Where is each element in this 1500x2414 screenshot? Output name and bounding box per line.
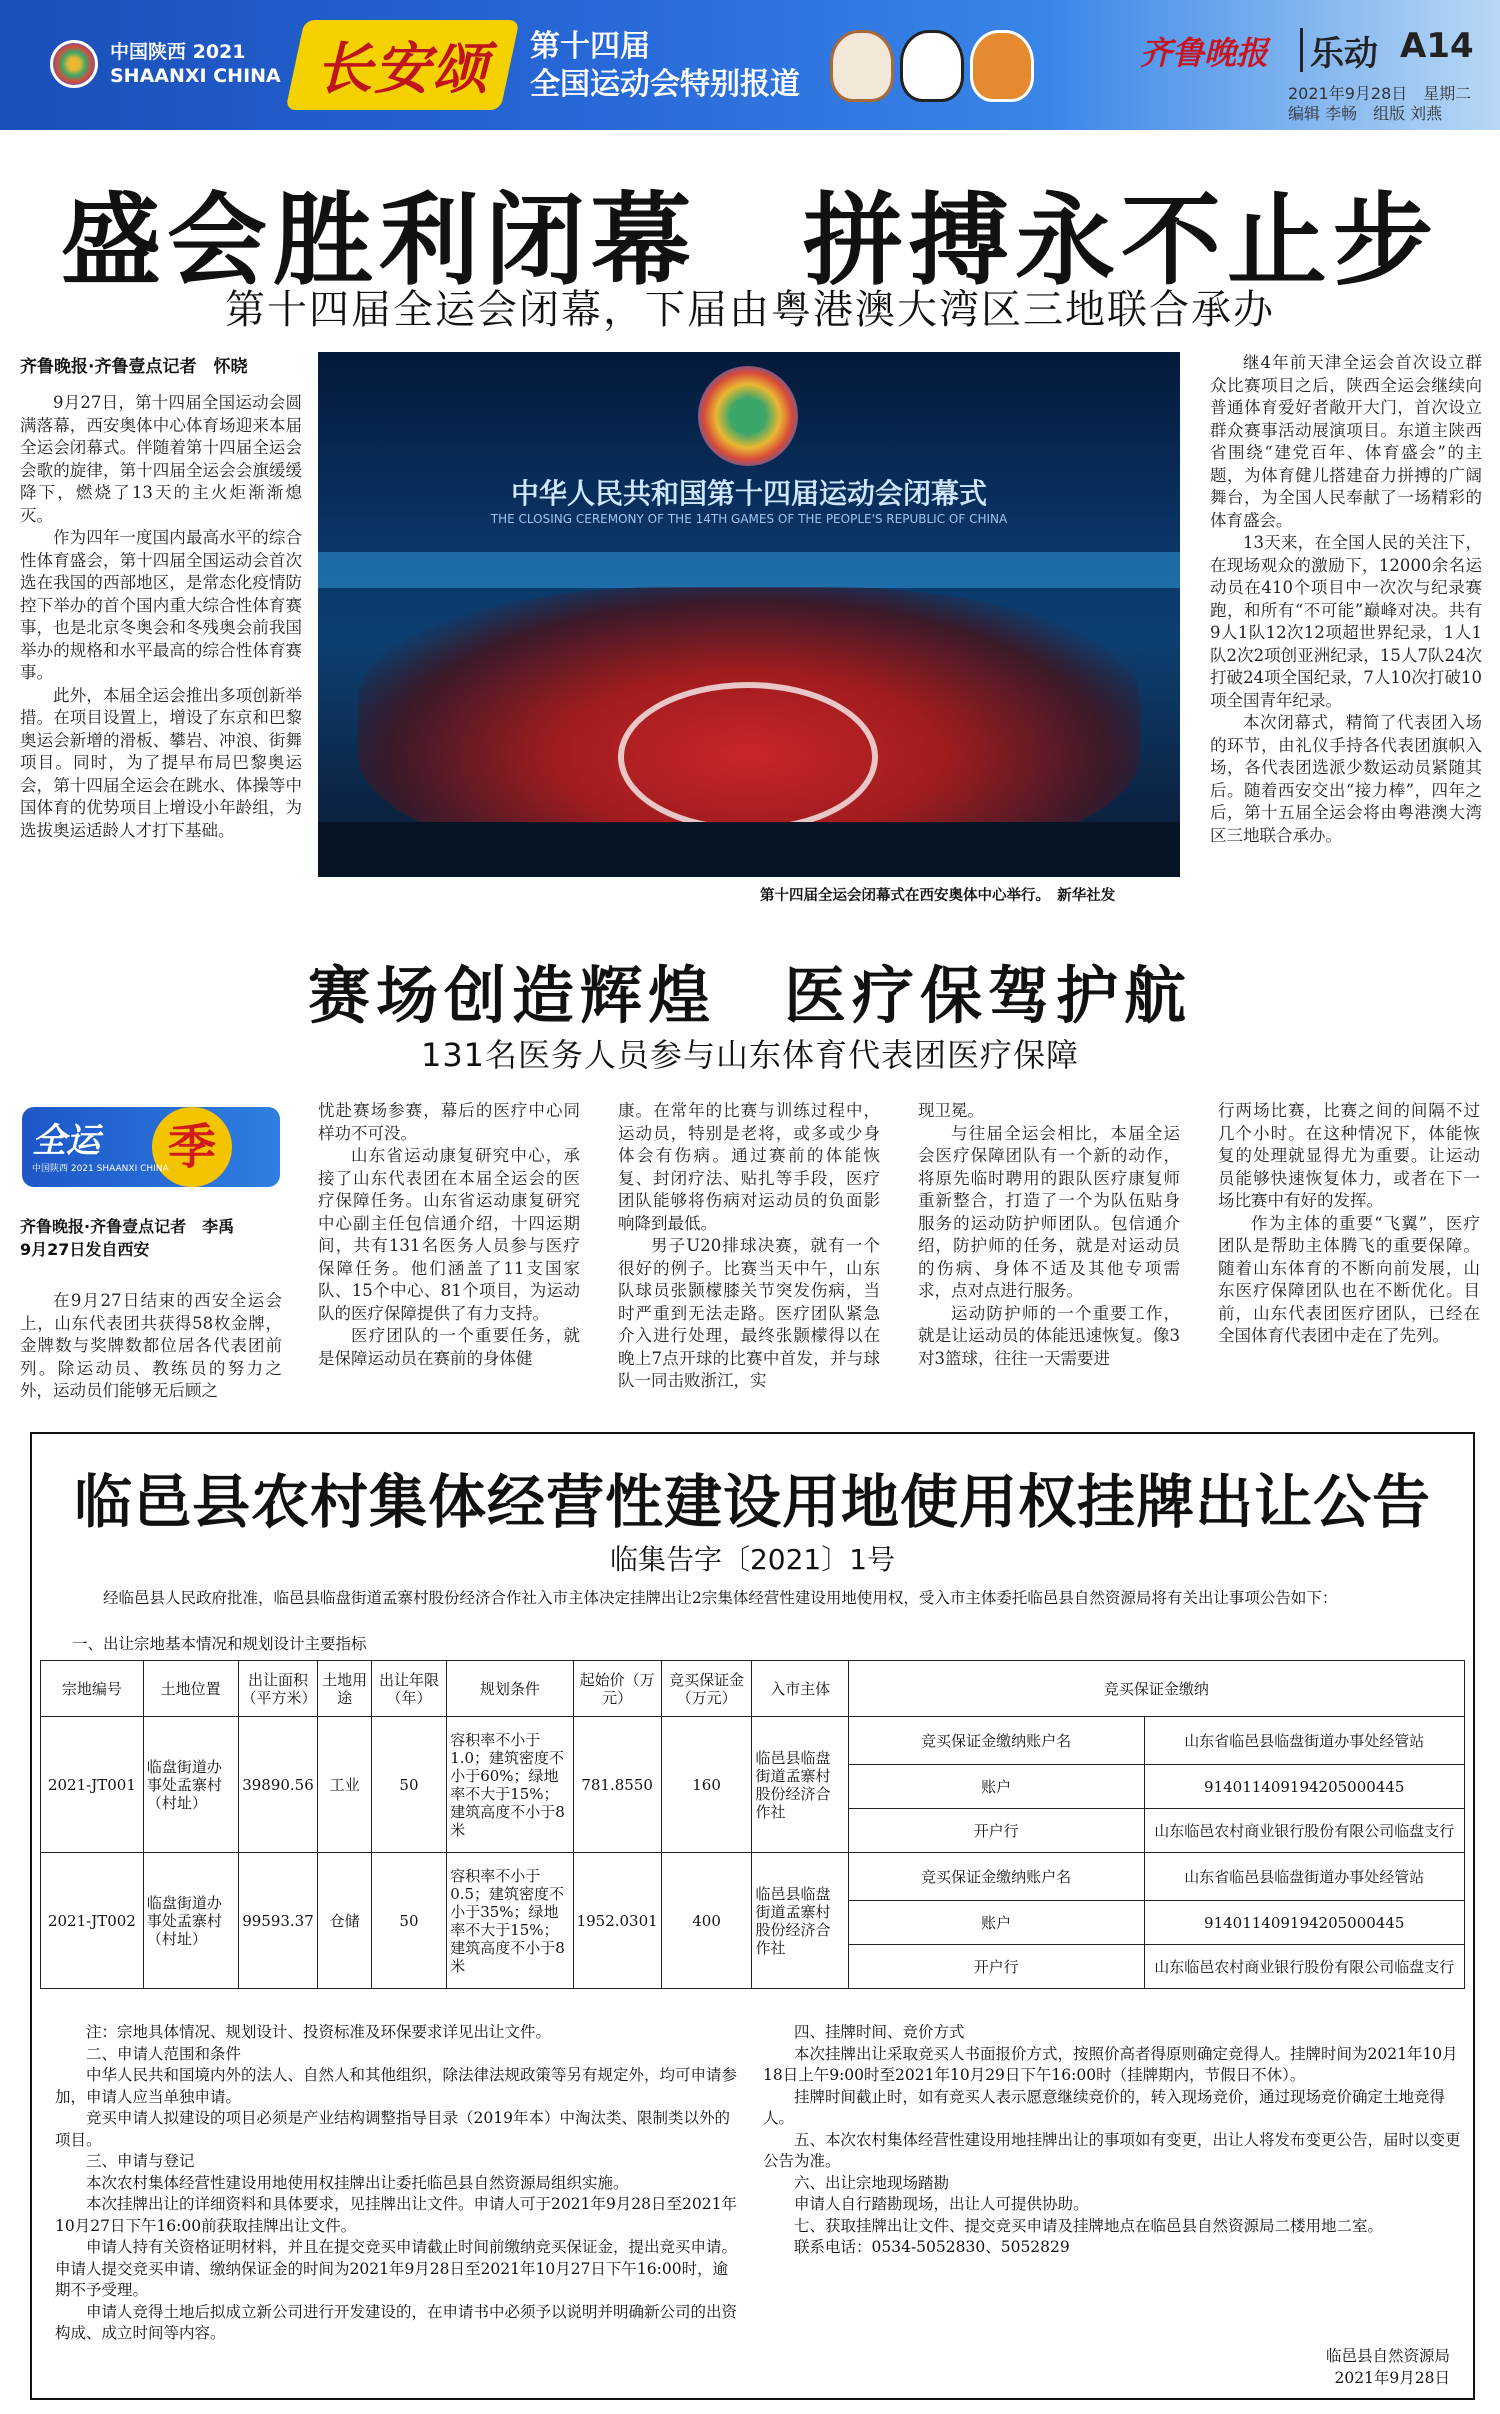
cell: 914011409194205000445 <box>1144 1901 1465 1945</box>
logo-text-2: 季 <box>152 1107 232 1187</box>
notice-line: 二、申请人范围和条件 <box>86 2044 242 2063</box>
subhead-1: 第十四届全运会闭幕，下届由粤港澳大湾区三地联合承办 <box>225 287 1275 333</box>
special-line1: 第十四届 <box>530 29 650 64</box>
games-logo <box>50 40 281 88</box>
header-cell: 入市主体 <box>752 1661 848 1717</box>
notice-signature <box>1290 2346 1450 2389</box>
section-name: 乐动 <box>1310 34 1378 74</box>
cell: 39890.56 <box>238 1717 318 1853</box>
header-cell: 出让年限（年） <box>371 1661 446 1717</box>
special-line2: 全国运动会特别报道 <box>530 67 800 102</box>
cell: 开户行 <box>848 1809 1144 1853</box>
article2-col3 <box>618 1100 880 1393</box>
article2-col4 <box>918 1100 1180 1370</box>
cell: 山东省临邑县临盘街道办事处经管站 <box>1144 1853 1465 1901</box>
cell: 2021-JT001 <box>41 1717 144 1853</box>
notice-line: 三、申请与登记 <box>86 2152 195 2170</box>
mascot-icon <box>830 30 894 102</box>
cell: 容积率不小于1.0；建筑密度不小于60%；绿地率不大于15%；建筑高度不小于8米 <box>447 1717 573 1853</box>
signature-org: 临邑县自然资源局 <box>1325 2347 1450 2365</box>
paragraph: 继4年前天津全运会首次设立群众比赛项目之后，陕西全运会继续向普通体育爱好者敞开大门，首次设立群众赛事活动展演项目。东道主陕西省围绕“建党百年、体育盛会”的主题，为体育健儿搭建奋力拼搏的广阔舞台，为全国人民奉献了一场精彩的体育盛会。 <box>1210 353 1482 530</box>
signature-date: 2021年9月28日 <box>1334 2368 1450 2387</box>
notice-number: 临集告字〔2021〕1号 <box>609 1543 896 1576</box>
cell: 160 <box>661 1717 752 1853</box>
headline-1: 盛会胜利闭幕 拼搏永不止步 <box>61 182 1439 299</box>
notice-line: 四、挂牌时间、竞价方式 <box>794 2023 965 2041</box>
photo-screen-title: 中华人民共和国第十四届运动会闭幕式 <box>510 477 987 510</box>
page-number: A14 <box>1400 26 1474 66</box>
paragraph: 医疗团队的一个重要任务，就是保障运动员在赛前的身体健 <box>318 1326 580 1368</box>
paragraph: 此外，本届全运会推出多项创新举措。在项目设置上，增设了东京和巴黎奥运会新增的滑板、攀岩、冲浪、街舞项目。同时，为了提早布局巴黎奥运会，第十四届全运会在跳水、体操等中国体育的优势项目上增设小年龄组，为选拔奥运适龄人才打下基础。 <box>20 685 302 840</box>
notice-line: 本次挂牌出让的详细资料和具体要求，见挂牌出让文件。申请人可于2021年9月28日至2021年10月27日下午16:00前获取挂牌出让文件。 <box>55 2195 737 2235</box>
notice-line: 五、本次农村集体经营性建设用地挂牌出让的事项如有变更，出让人将发布变更公告，届时以变更公告为准。 <box>763 2130 1461 2170</box>
byline-1: 齐鲁晚报·齐鲁壹点记者 怀晓 <box>20 357 248 377</box>
headline-2: 赛场创造辉煌 医疗保驾护航 <box>307 959 1192 1032</box>
paragraph: 运动防护师的一个重要工作，就是让运动员的体能迅速恢复。像3对3篮球，往往一天需要进 <box>918 1303 1180 1368</box>
stage-floor <box>318 822 1180 877</box>
header-dateline <box>1288 84 1471 124</box>
paragraph: 本次闭幕式，精简了代表团入场的环节，由礼仪手持各代表团旗帜入场，各代表团选派少数运动员紧随其后。随着西安交出“接力棒”，四年之后，第十五届全运会将由粤港澳大湾区三地联合承办。 <box>1210 713 1482 845</box>
header-cell: 竞买保证金（万元） <box>661 1661 752 1717</box>
paragraph: 作为四年一度国内最高水平的综合性体育盛会，第十四届全国运动会首次选在我国的西部地区，是常态化疫情防控下举办的首个国内重大综合性体育赛事，也是北京冬奥会和冬残奥会前我国举办的规格和水平最高的综合性体育赛事。 <box>20 528 302 682</box>
header-cell: 出让面积（平方米） <box>238 1661 318 1717</box>
table-header-row <box>41 1661 1465 1717</box>
byline-2-reporter: 齐鲁晚报·齐鲁壹点记者 李禹 <box>20 1217 235 1236</box>
notice-line: 申请人竞得土地后拟成立新公司进行开发建设的，在申请书中必须予以说明并明确新公司的出资构成、成立时间等内容。 <box>55 2302 738 2342</box>
paragraph: 现卫冕。 <box>918 1101 984 1120</box>
paragraph: 作为主体的重要“飞翼”，医疗团队是帮助主体腾飞的重要保障。随着山东体育的不断向前发展，山东医疗保障团队也在不断优化。目前，山东代表团医疗团队，已经在全国体育代表团中走在了先列。 <box>1218 1213 1480 1345</box>
byline-2 <box>20 1214 234 1260</box>
paragraph: 13天来，在全国人民的关注下，在现场观众的激励下，12000余名运动员在410个项目中一次次与纪录赛跑，和所有“不可能”巅峰对决。共有9人1队12次12项超世界纪录，1人1队2次2项创亚洲纪录，15人7队24次打破24项全国纪录，7人10次打破10项全国青年纪录。 <box>1210 533 1482 710</box>
article1-left-column <box>20 392 302 842</box>
cell: 竞买保证金缴纳账户名 <box>848 1853 1144 1901</box>
logo-line1: 中国陕西 2021 <box>110 41 246 63</box>
cell: 仓储 <box>318 1853 371 1989</box>
notice-line: 中华人民共和国境内外的法人、自然人和其他组织，除法律法规政策等另有规定外，均可申请参加，申请人应当单独申请。 <box>55 2066 738 2106</box>
special-report-title <box>530 28 800 104</box>
cell: 1952.0301 <box>573 1853 661 1989</box>
header-cell: 规划条件 <box>447 1661 573 1717</box>
panda-mascot-icon <box>900 30 964 102</box>
paragraph: 9月27日，第十四届全国运动会圆满落幕，西安奥体中心体育场迎来本届全运会闭幕式。伴随着第十四届全运会会歌的旋律，第十四届全运会会旗缓缓降下，燃烧了13天的主火炬渐渐熄灭。 <box>20 393 302 525</box>
paper-name: 齐鲁晚报 <box>1140 34 1269 72</box>
article2-col5 <box>1218 1100 1480 1348</box>
article2-col2 <box>318 1100 580 1370</box>
header-cell: 土地位置 <box>143 1661 238 1717</box>
cell: 临邑县临盘街道孟寨村股份经济合作社 <box>752 1717 848 1853</box>
header-divider <box>1300 28 1303 72</box>
cell: 容积率不小于0.5；建筑密度不小于35%；绿地率不大于15%；建筑高度不小于8米 <box>447 1853 573 1989</box>
cell: 50 <box>371 1853 446 1989</box>
notice-left-column <box>55 2022 743 2345</box>
notice-line: 挂牌时间截止时，如有竞买人表示愿意继续竞价的，转入现场竞价，通过现场竞价确定土地竞得人。 <box>763 2087 1446 2127</box>
games-emblem-icon <box>698 366 798 466</box>
cell: 781.8550 <box>573 1717 661 1853</box>
paragraph: 在9月27日结束的西安全运会上，山东代表团共获得58枚金牌，金牌数与奖牌数都位居各代表团前列。除运动员、教练员的努力之外，运动员们能够无后顾之 <box>20 1291 282 1400</box>
paragraph: 行两场比赛，比赛之间的间隔不过几个小时。在这种情况下，体能恢复的处理就显得尤为重要。让运动员能够快速恢复体力，或者在下一场比赛中有好的发挥。 <box>1218 1101 1480 1210</box>
cell: 账户 <box>848 1901 1144 1945</box>
stage-light-band <box>318 552 1180 588</box>
notice-line: 六、出让宗地现场踏勘 <box>794 2173 950 2192</box>
cell: 914011409194205000445 <box>1144 1765 1465 1809</box>
notice-section1: 一、出让宗地基本情况和规划设计主要指标 <box>72 1635 367 1653</box>
cell: 400 <box>661 1853 752 1989</box>
notice-line: 本次挂牌出让采取竞买人书面报价方式，按照价高者得原则确定竞得人。挂牌时间为2021年10月18日上午9:00时至2021年10月29日下午16:00时（挂牌期内，节假日不休）。 <box>763 2044 1458 2084</box>
photo-caption: 第十四届全运会闭幕式在西安奥体中心举行。 新华社发 <box>760 888 1116 904</box>
header-cell: 土地用途 <box>318 1661 371 1717</box>
notice-title: 临邑县农村集体经营性建设用地使用权挂牌出让公告 <box>73 1468 1431 1536</box>
cell: 开户行 <box>848 1945 1144 1989</box>
cell: 临盘街道办事处孟寨村（村址） <box>143 1853 238 1989</box>
notice-right-column <box>763 2022 1463 2259</box>
editors: 编辑 李畅 组版 刘燕 <box>1288 104 1443 123</box>
stage-ring <box>618 682 878 832</box>
cell: 竞买保证金缴纳账户名 <box>848 1717 1144 1765</box>
paragraph: 忧赴赛场参赛，幕后的医疗中心同样功不可没。 <box>318 1101 580 1143</box>
column-name: 长安颂 <box>285 20 519 110</box>
cell: 账户 <box>848 1765 1144 1809</box>
mascot-icon <box>970 30 1034 102</box>
cell: 临盘街道办事处孟寨村（村址） <box>143 1717 238 1853</box>
logo-small: 中国陕西 2021 SHAANXI CHINA <box>32 1164 169 1174</box>
table-row <box>41 1717 1465 1765</box>
table-row <box>41 1853 1465 1901</box>
header-cell: 宗地编号 <box>41 1661 144 1717</box>
quanyunji-logo <box>22 1107 280 1187</box>
paragraph: 与往届全运会相比，本届全运会医疗保障团队有一个新的动作，将原先临时聘用的跟队医疗康复师重新整合，打造了一个为队伍贴身服务的运动防护师团队。包信通介绍，防护师的任务，就是对运动员的伤病、身体不适及其他专项需求，点对点进行服务。 <box>918 1123 1180 1300</box>
cell: 山东临邑农村商业银行股份有限公司临盘支行 <box>1144 1945 1465 1989</box>
paragraph: 山东省运动康复研究中心，承接了山东代表团在本届全运会的医疗保障任务。山东省运动康复研究中心副主任包信通介绍，十四运期间，共有131名医务人员参与医疗保障任务。他们涵盖了11支国家队、15个中心、81个项目，为运动队的医疗保障提供了有力支持。 <box>318 1146 580 1323</box>
games-emblem-icon <box>50 40 98 88</box>
notice-line: 竞买申请人拟建设的项目必须是产业结构调整指导目录（2019年本）中淘汰类、限制类以外的项目。 <box>55 2109 730 2149</box>
article2-col1 <box>20 1290 282 1403</box>
land-table <box>40 1660 1465 1989</box>
photo-screen-subtitle: THE CLOSING CEREMONY OF THE 14TH GAMES OF THE PEOPLE'S REPUBLIC OF CHINA <box>490 512 1008 526</box>
notice-intro: 经临邑县人民政府批准，临邑县临盘街道孟寨村股份经济合作社入市主体决定挂牌出让2宗集体经营性建设用地使用权，受入市主体委托临邑县自然资源局将有关出让事项公告如下： <box>103 1589 1338 1607</box>
paragraph: 康。在常年的比赛与训练过程中，运动员，特别是老将，或多或少身体会有伤病。通过赛前的体能恢复、封闭疗法、贴扎等手段，医疗团队能够将伤病对运动员的负面影响降到最低。 <box>618 1101 880 1233</box>
header-cell: 起始价（万元） <box>573 1661 661 1717</box>
issue-date: 2021年9月28日 星期二 <box>1288 84 1472 103</box>
cell: 山东临邑农村商业银行股份有限公司临盘支行 <box>1144 1809 1465 1853</box>
closing-ceremony-photo <box>318 352 1180 877</box>
notice-line: 本次农村集体经营性建设用地使用权挂牌出让委托临邑县自然资源局组织实施。 <box>86 2173 629 2192</box>
byline-2-dateline: 9月27日发自西安 <box>20 1240 150 1259</box>
cell: 山东省临邑县临盘街道办事处经管站 <box>1144 1717 1465 1765</box>
header-cell: 竞买保证金缴纳 <box>848 1661 1464 1717</box>
notice-line: 联系电话：0534-5052830、5052829 <box>794 2238 1070 2256</box>
cell: 临邑县临盘街道孟寨村股份经济合作社 <box>752 1853 848 1989</box>
logo-line2: SHAANXI CHINA <box>110 65 281 87</box>
subhead-2: 131名医务人员参与山东体育代表团医疗保障 <box>420 1036 1080 1074</box>
notice-line: 七、获取挂牌出让文件、提交竞买申请及挂牌地点在临邑县自然资源局二楼用地二室。 <box>794 2216 1384 2235</box>
cell: 99593.37 <box>238 1853 318 1989</box>
logo-text-1: 全运 <box>32 1121 100 1161</box>
notice-line: 申请人自行踏勘现场，出让人可提供协助。 <box>794 2195 1089 2213</box>
article1-right-column <box>1210 352 1482 847</box>
paragraph: 男子U20排球决赛，就有一个很好的例子。比赛当天中午，山东队球员张颢檬膝关节突发伤病，当时严重到无法走路。医疗团队紧急介入进行处理，最终张颢檬得以在晚上7点开球的比赛中首发，并与球队一同击败浙江，实 <box>618 1236 880 1390</box>
notice-line: 申请人持有关资格证明材料，并且在提交竞买申请截止时间前缴纳竞买保证金，提出竞买申请。申请人提交竞买申请、缴纳保证金的时间为2021年9月28日至2021年10月27日下午16:00时，逾期不予受理。 <box>55 2238 738 2299</box>
cell: 2021-JT002 <box>41 1853 144 1989</box>
notice-line: 注：宗地具体情况、规划设计、投资标准及环保要求详见出让文件。 <box>86 2023 552 2041</box>
cell: 工业 <box>318 1717 371 1853</box>
cell: 50 <box>371 1717 446 1853</box>
